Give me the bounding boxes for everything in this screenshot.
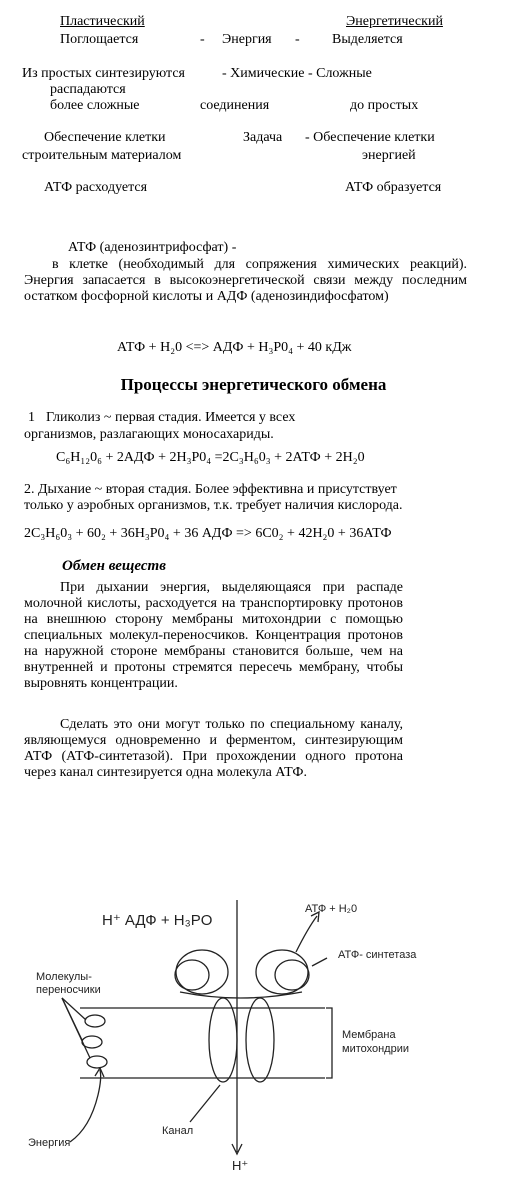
row3-center: Задача bbox=[243, 130, 283, 145]
diagram-carriers-label-2: переносчики bbox=[36, 984, 101, 996]
metabolism-para2: Сделать это они могут только по специальному каналу, являющемуся одновременно и ферментом, синтезирующим АТФ (АТФ-синтетазой). При прохождении одного протона через канал синтезируется одна молекула АТФ. bbox=[24, 717, 403, 780]
stage2-line2: только у аэробных организмов, т.к. требует наличия кислорода. bbox=[24, 498, 403, 513]
energy-curve bbox=[70, 1070, 101, 1142]
row4-right: АТФ образуется bbox=[345, 180, 442, 195]
carrier-molecule-1 bbox=[85, 1015, 105, 1027]
atp-definition-line1: АТФ (аденозинтрифосфат) - bbox=[68, 240, 237, 255]
diagram-top-left-label: H⁺ АДФ + H₃PO bbox=[102, 912, 213, 929]
row1-dash2: - bbox=[295, 32, 300, 47]
membrane-bracket bbox=[326, 1008, 332, 1078]
atp-synthetase-diagram bbox=[20, 880, 490, 1180]
atp-out-arrow bbox=[296, 916, 317, 952]
plastic-header: Пластический bbox=[60, 14, 145, 29]
diagram-synthetase-label: АТФ- синтетаза bbox=[338, 949, 417, 961]
stage1-line2: организмов, разлагающих моносахариды. bbox=[24, 427, 274, 442]
channel-ellipse-right bbox=[246, 998, 274, 1082]
row2-center-line1: - Химические - Сложные bbox=[222, 66, 372, 81]
row3-right-line2: энергией bbox=[362, 148, 416, 163]
row3-left-line1: Обеспечение клетки bbox=[44, 130, 166, 145]
row2-left-line2: распадаются bbox=[50, 82, 126, 97]
stage2-line1: 2. Дыхание ~ вторая стадия. Более эффективна и присутствует bbox=[24, 482, 397, 497]
row2-left-line1: Из простых синтезируются bbox=[22, 66, 185, 81]
atp-definition-body: в клетке (необходимый для сопряжения химических реакций). Энергия запасается в высокоэнергетической связи между последним остатком фосфорной кислоты и АДФ (аденозиндифосфатом) bbox=[24, 257, 467, 304]
atp-hydrolysis-formula: АТФ + H₂0 <=> АДФ + H₃P0₄ + 40 кДж bbox=[117, 340, 352, 355]
diagram-top-right-label: АТФ + H₂0 bbox=[305, 903, 358, 915]
row2-right-line3: до простых bbox=[350, 98, 419, 113]
stage1-number: 1 bbox=[28, 410, 35, 425]
diagram-membrane-label-2: митохондрии bbox=[342, 1043, 410, 1055]
diagram-membrane-label-1: Мембрана bbox=[342, 1029, 396, 1041]
row1-dash1: - bbox=[200, 32, 205, 47]
carrier-pointer-3 bbox=[62, 998, 90, 1058]
metabolism-title: Обмен веществ bbox=[62, 558, 166, 574]
channel-pointer bbox=[190, 1085, 220, 1122]
synthetase-coil-right-inner bbox=[275, 960, 309, 990]
stage1-line1: Гликолиз ~ первая стадия. Имеется у всех bbox=[46, 410, 296, 425]
row1-left: Поглощается bbox=[60, 32, 139, 47]
diagram-energy-label: Энергия bbox=[28, 1137, 71, 1149]
diagram-channel-label: Канал bbox=[162, 1125, 194, 1137]
carrier-pointer-1 bbox=[62, 998, 86, 1020]
row1-center: Энергия bbox=[222, 32, 272, 47]
diagram-carriers-label-1: Молекулы- bbox=[36, 971, 92, 983]
diagram-bottom-proton-label: H⁺ bbox=[232, 1158, 249, 1173]
synthetase-pointer bbox=[312, 958, 327, 966]
row2-left-line3: более сложные bbox=[50, 98, 140, 113]
respiration-formula: 2C₃H₆0₃ + 60₂ + 36H₃P0₄ + 36 АДФ => 6C0₂ + 42H₂0 + 36АТФ bbox=[24, 526, 392, 541]
synthetase-stalk bbox=[180, 992, 302, 998]
energetic-header: Энергетический bbox=[346, 14, 443, 29]
row3-right-line1: - Обеспечение клетки bbox=[305, 130, 435, 145]
section-title: Процессы энергетического обмена bbox=[120, 375, 387, 394]
energy-arrowhead bbox=[95, 1068, 104, 1077]
row3-left-line2: строительным материалом bbox=[22, 148, 182, 163]
channel-ellipse-left bbox=[209, 998, 237, 1082]
row2-center-line3: соединения bbox=[200, 98, 270, 113]
glycolysis-formula: C₆H₁₂0₆ + 2АДФ + 2H₃P0₄ =2C₃H₆0₃ + 2АТФ + 2H₂0 bbox=[56, 450, 365, 465]
row1-right: Выделяется bbox=[332, 32, 403, 47]
row4-left: АТФ расходуется bbox=[44, 180, 148, 195]
synthetase-coil-left-inner bbox=[175, 960, 209, 990]
metabolism-para1: При дыхании энергия, выделяющаяся при распаде молочной кислоты, расходуется на транспортировку протонов на внешнюю сторону мембраны митохондрии с помощью специальных молекул-переносчиков. Концентрация протонов на наружной стороне мембраны становится больше, чем на внутренней и протоны стремятся пересечь мембрану, чтобы выровнять концентрации. bbox=[24, 580, 403, 691]
